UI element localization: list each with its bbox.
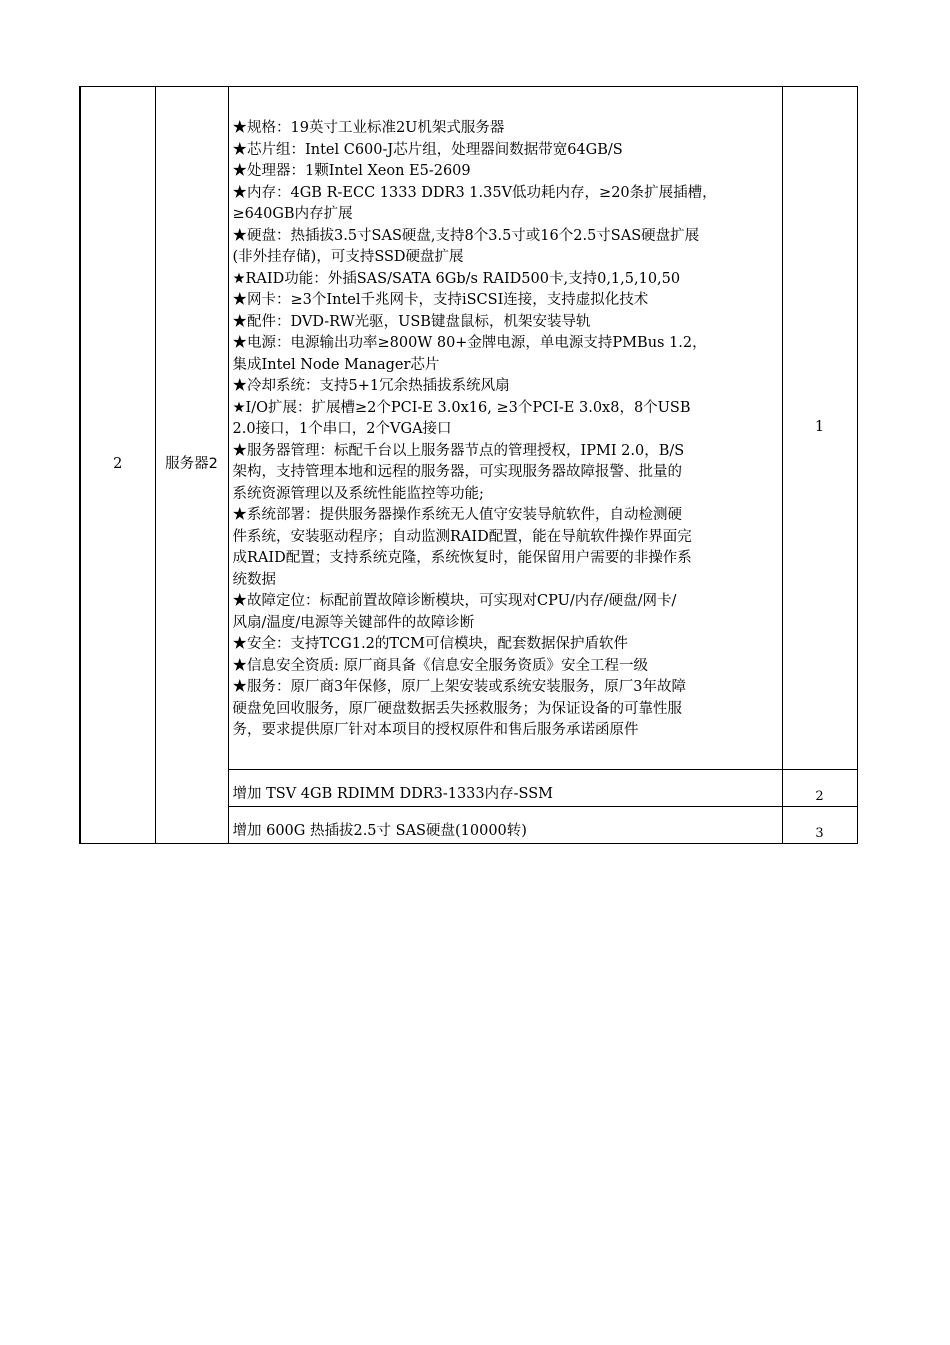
spec-line: 集成Intel Node Manager芯片 (232, 356, 440, 373)
spec-line: ★内存：4GB R-ECC 1333 DDR3 1.35V低功耗内存，≥20条扩展插槽， (232, 184, 717, 201)
spec-line: ★故障定位：标配前置故障诊断模块，可实现对CPU/内存/硬盘/网卡/ (232, 593, 677, 609)
spec-line: ★服务：原厂商3年保修，原厂上架安装或系统安装服务，原厂3年故障 (232, 679, 686, 695)
extra-quantity: 3 (815, 825, 824, 841)
table-row-main (80, 87, 857, 770)
spec-line: 件系统，安装驱动程序；自动监测RAID配置，能在导航软件操作界面完 (232, 528, 692, 545)
spec-line: ★规格：19英寸工业标准2U机架式服务器 (232, 120, 505, 136)
spec-line: ★冷却系统：支持5+1冗余热插拔系统风扇 (232, 378, 510, 394)
spec-line: ★服务器管理：标配千台以上服务器节点的管理授权，IPMI 2.0，B/S (232, 442, 685, 459)
spec-line: (非外挂存储)，可支持SSD硬盘扩展 (232, 249, 464, 265)
item-name: 服务器2 (165, 456, 218, 472)
spec-line: 2.0接口，1个串口，2个VGA接口 (232, 421, 452, 437)
spec-line: ★安全：支持TCG1.2的TCM可信模块，配套数据保护盾软件 (232, 636, 629, 652)
extra-description: 增加 600G 热插拔2.5寸 SAS硬盘(10000转) (232, 823, 527, 839)
spec-line: ★配件：DVD-RW光驱，USB键盘鼠标，机架安装导轨 (232, 313, 591, 330)
spec-line: 成RAID配置；支持系统克隆，系统恢复时，能保留用户需要的非操作系 (232, 550, 692, 566)
spec-line: ★处理器：1颗Intel Xeon E5-2609 (232, 163, 471, 179)
spec-line: ★系统部署：提供服务器操作系统无人值守安装导航软件，自动检测硬 (232, 507, 682, 523)
spec-line: ★电源：电源输出功率≥800W 80+金牌电源，单电源支持PMBus 1.2， (232, 335, 707, 351)
spec-line: ★网卡：≥3个Intel千兆网卡，支持iSCSI连接，支持虚拟化技术 (232, 292, 649, 308)
quantity-cell (782, 87, 857, 770)
spec-line: 务，要求提供原厂针对本项目的授权原件和售后服务承诺函原件 (232, 722, 639, 738)
item-quantity: 1 (814, 419, 825, 435)
spec-line: 硬盘免回收服务，原厂硬盘数据丢失拯救服务；为保证设备的可靠性服 (232, 700, 682, 717)
product-spec-table (79, 86, 858, 844)
extra-quantity: 2 (815, 788, 824, 804)
spec-line: ★信息安全资质: 原厂商具备《信息安全服务资质》安全工程一级 (232, 657, 648, 674)
extra-desc-cell (228, 806, 782, 843)
spec-line: 统数据 (232, 571, 276, 588)
spec-line: ★硬盘：热插拔3.5寸SAS硬盘,支持8个3.5寸或16个2.5寸SAS硬盘扩展 (232, 227, 700, 244)
spec-line: ★RAID功能：外插SAS/SATA 6Gb/s RAID500卡,支持0,1,5,10,50 (232, 270, 681, 287)
item-name-cell (155, 87, 228, 844)
item-number: 2 (113, 456, 123, 472)
spec-line: 架构，支持管理本地和远程的服务器，可实现服务器故障报警、批量的 (232, 464, 682, 480)
spec-line: 系统资源管理以及系统性能监控等功能; (232, 485, 484, 502)
extra-desc-cell (228, 769, 782, 806)
extra-quantity-cell (782, 769, 857, 806)
spec-line: ★I/O扩展：扩展槽≥2个PCI-E 3.0x16, ≥3个PCI-E 3.0x8，8个USB (232, 399, 691, 416)
extra-description: 增加 TSV 4GB RDIMM DDR3-1333内存-SSM (232, 786, 553, 802)
extra-quantity-cell (782, 806, 857, 843)
spec-line: 风扇/温度/电源等关键部件的故障诊断 (232, 614, 475, 631)
spec-cell (228, 87, 782, 770)
spec-line: ★芯片组：Intel C600-J芯片组，处理器间数据带宽64GB/S (232, 141, 623, 158)
item-number-cell (80, 87, 155, 844)
spec-line: ≥640GB内存扩展 (232, 206, 353, 222)
